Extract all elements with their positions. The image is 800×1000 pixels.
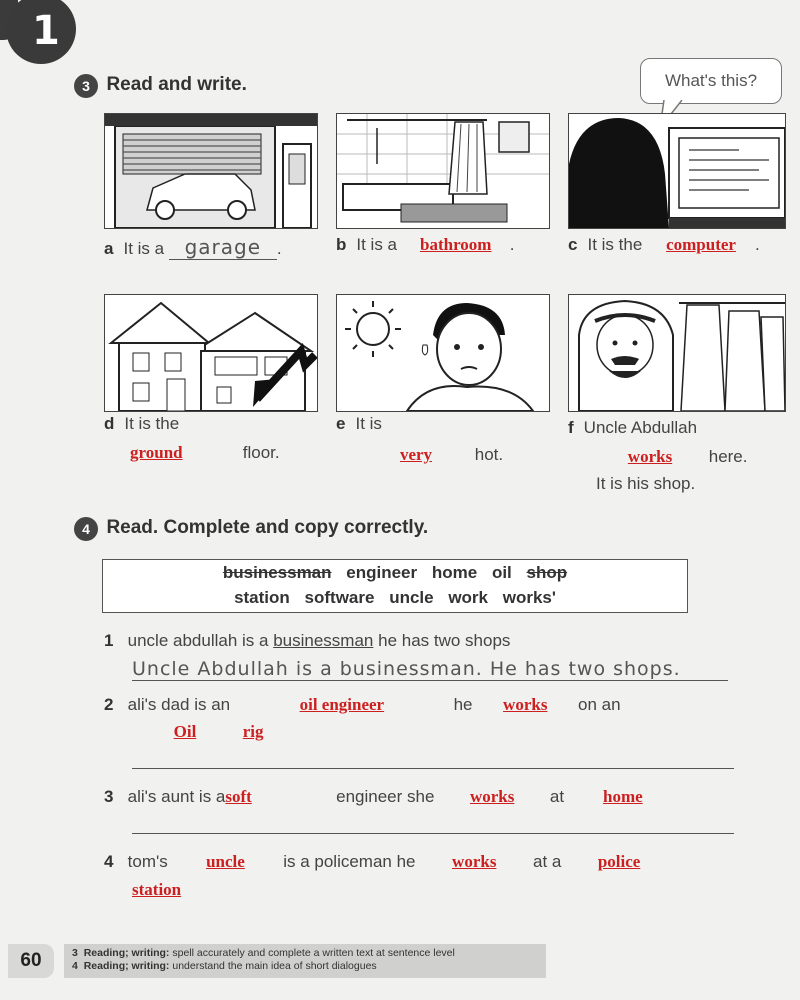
caption-d: d It is the xyxy=(104,414,180,433)
curriculum-note-2: 4 Reading; writing: understand the main idea of short dialogues xyxy=(72,960,377,972)
word-box xyxy=(102,559,688,613)
speech-bubble: What's this? xyxy=(640,58,782,104)
question-4-answer-3: police xyxy=(597,852,641,871)
unit-badge xyxy=(6,0,76,64)
question-3-answer-1: soft xyxy=(225,787,252,806)
word-oil: oil xyxy=(491,563,512,582)
section-3-title: Read and write. xyxy=(106,74,247,96)
caption-e: e It is xyxy=(336,414,382,433)
question-4-answer-4: station xyxy=(132,880,182,899)
word-box-row-2 xyxy=(103,585,687,610)
garage-illustration xyxy=(105,114,317,228)
question-2-answer-1: oil engineer xyxy=(299,695,385,714)
question-1-underlined-word: businessman xyxy=(273,631,374,650)
question-4-answer-1: uncle xyxy=(206,852,245,871)
section-4-title: Read. Complete and copy correctly. xyxy=(106,517,429,539)
word-shop: shop xyxy=(526,563,568,582)
writing-line-q2 xyxy=(132,768,734,769)
shopkeeper-illustration xyxy=(569,295,785,411)
answer-a: garage xyxy=(169,235,277,260)
answer-d: ground xyxy=(130,443,183,462)
picture-house xyxy=(104,294,318,412)
question-2-line2 xyxy=(132,722,349,742)
word-box-row-1 xyxy=(103,560,687,585)
bathroom-illustration xyxy=(337,114,549,228)
picture-garage xyxy=(104,113,318,229)
answer-e: very xyxy=(399,445,433,464)
question-2-answer-3: Oil xyxy=(173,722,197,741)
section-3-heading xyxy=(74,74,247,98)
picture-hot-man xyxy=(336,294,550,412)
caption-f-line3: It is his shop. xyxy=(596,474,696,493)
question-4-answer-2: works xyxy=(452,852,497,871)
computer-illustration xyxy=(569,114,785,228)
curriculum-note-1: 3 Reading; writing: spell accurately and complete a written text at sentence level xyxy=(72,947,455,959)
question-3-answer-3: home xyxy=(602,787,643,806)
house-illustration xyxy=(105,295,317,411)
question-2: 2 ali's dad is an oil engineer he works on an xyxy=(104,695,621,714)
word-businessman: businessman xyxy=(222,563,332,582)
picture-computer xyxy=(568,113,786,229)
picture-bathroom xyxy=(336,113,550,229)
question-2-answer-4: rig xyxy=(242,722,264,741)
curriculum-notes xyxy=(64,944,546,978)
word-station: station xyxy=(234,588,290,607)
unit-number: 1 xyxy=(32,8,60,54)
question-3: 3 ali's aunt is asoft engineer she works at home xyxy=(104,787,677,807)
caption-f: f Uncle Abdullah xyxy=(568,418,698,437)
section-3-number: 3 xyxy=(74,74,98,98)
caption-d-line2: ground floor. xyxy=(130,443,280,462)
caption-c: c It is the computer . xyxy=(568,235,760,254)
hot-man-illustration xyxy=(337,295,549,411)
caption-e-line2: very hot. xyxy=(362,445,503,465)
question-4-line2 xyxy=(132,880,236,900)
question-1-copy: Uncle Abdullah is a businessman. He has two shops. xyxy=(132,658,728,681)
word-engineer: engineer xyxy=(346,563,418,582)
section-4-number: 4 xyxy=(74,517,98,541)
question-3-answer-2: works xyxy=(469,787,515,806)
answer-c: computer xyxy=(666,235,736,254)
caption-a: a It is a garage . xyxy=(104,235,282,259)
page-number: 60 xyxy=(8,944,54,978)
question-4: 4 tom's uncle is a policeman he works at a police xyxy=(104,852,672,872)
section-4-heading xyxy=(74,517,428,541)
word-works-apostrophe: works' xyxy=(502,588,556,607)
caption-f-line2: works here. xyxy=(596,447,747,467)
answer-b: bathroom xyxy=(420,235,492,254)
question-2-answer-2: works xyxy=(503,695,548,714)
word-home: home xyxy=(431,563,478,582)
word-software: software xyxy=(304,588,375,607)
picture-shopkeeper xyxy=(568,294,786,412)
question-1: 1 uncle abdullah is a businessman he has two shops xyxy=(104,631,511,650)
word-work: work xyxy=(448,588,489,607)
caption-b: b It is a bathroom . xyxy=(336,235,515,254)
answer-f: works xyxy=(627,447,673,466)
writing-line-q3 xyxy=(132,833,734,834)
word-uncle: uncle xyxy=(389,588,434,607)
